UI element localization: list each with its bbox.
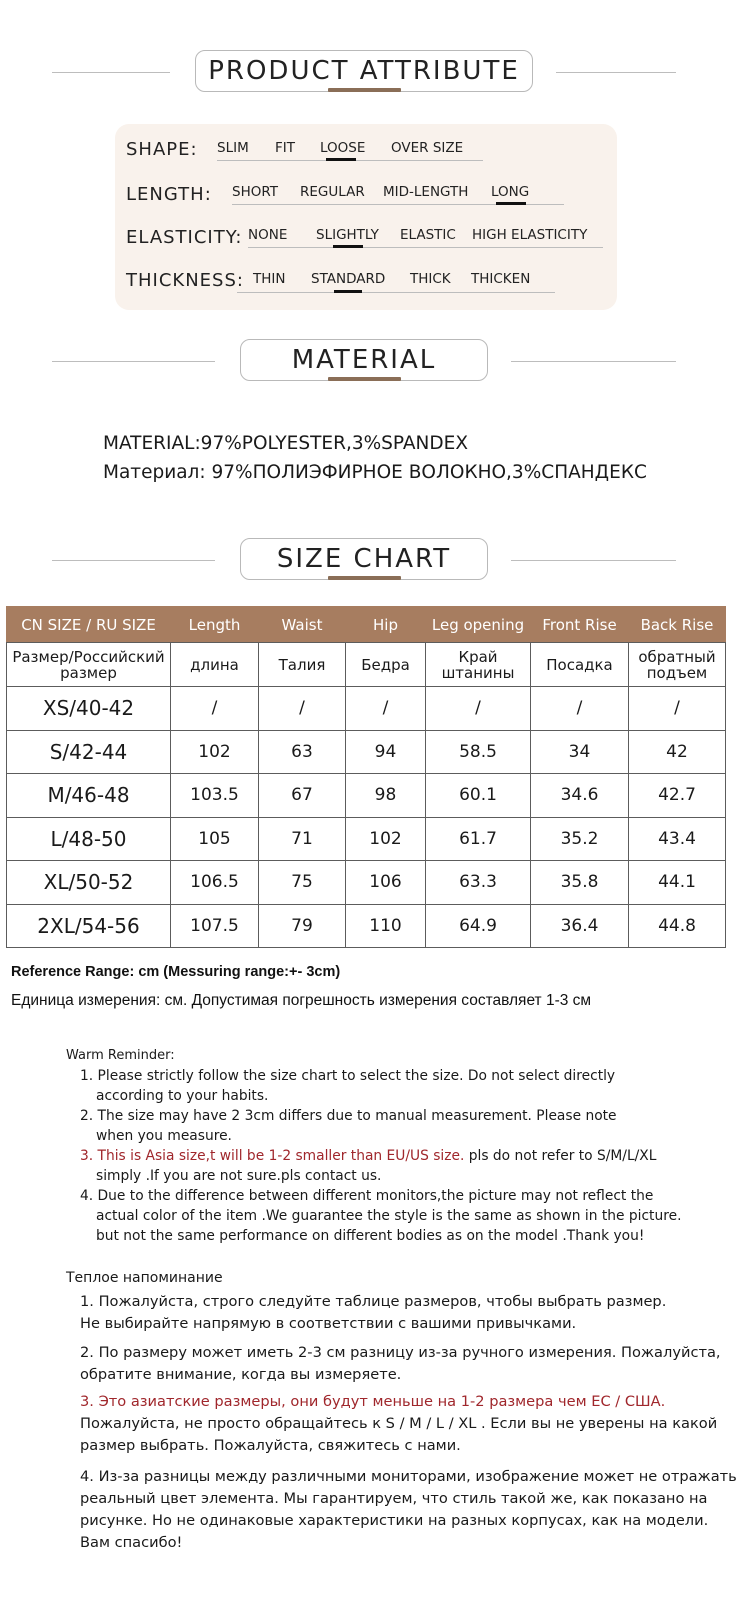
table-cell: 106.5 xyxy=(171,861,259,905)
material-header xyxy=(0,339,750,389)
russian-header: Талия xyxy=(259,643,346,687)
attribute-label: ELASTICITY: xyxy=(126,227,243,248)
russian-header: Размер/Российский размер xyxy=(7,643,171,687)
section-title: SIZE CHART xyxy=(240,538,488,580)
table-cell: M/46-48 xyxy=(7,774,171,818)
size-chart-table xyxy=(6,606,726,948)
table-cell: / xyxy=(259,687,346,731)
attribute-option-selected: LOOSE xyxy=(320,140,366,156)
attribute-option-selected: STANDARD xyxy=(311,271,386,287)
table-cell: L/48-50 xyxy=(7,817,171,861)
reminder-line: Вам спасибо! xyxy=(80,1534,183,1551)
attribute-row-shape xyxy=(115,136,617,176)
reminder-line: размер выбрать. Пожалуйста, свяжитесь с нами. xyxy=(80,1437,461,1454)
attribute-option: ELASTIC xyxy=(400,227,456,243)
section-title: PRODUCT ATTRIBUTE xyxy=(195,50,533,92)
reminder-line: Не выбирайте напрямую в соответствии с вашими привычками. xyxy=(80,1315,577,1332)
reminder-line: 1. Please strictly follow the size chart to select the size. Do not select directly xyxy=(80,1068,616,1084)
russian-header: Бедра xyxy=(346,643,426,687)
table-cell: 63 xyxy=(259,730,346,774)
table-cell: 35.2 xyxy=(531,817,629,861)
selected-marker xyxy=(334,290,362,293)
table-cell: 63.3 xyxy=(426,861,531,905)
column-header: CN SIZE / RU SIZE xyxy=(7,607,171,643)
table-cell: 44.1 xyxy=(629,861,726,905)
table-cell: 34 xyxy=(531,730,629,774)
column-header: Back Rise xyxy=(629,607,726,643)
reminder-line: обратите внимание, когда вы измеряете. xyxy=(80,1366,402,1383)
reminder-line: 4. Due to the difference between different monitors,the picture may not reflect the xyxy=(80,1188,654,1204)
table-cell: 35.8 xyxy=(531,861,629,905)
table-row xyxy=(7,687,726,731)
table-cell: 110 xyxy=(346,904,426,948)
table-cell: XL/50-52 xyxy=(7,861,171,905)
table-cell: 102 xyxy=(171,730,259,774)
reminder-title: Warm Reminder: xyxy=(66,1048,175,1063)
attribute-panel xyxy=(115,124,617,310)
table-row xyxy=(7,774,726,818)
column-header: Length xyxy=(171,607,259,643)
reminder-line: реальный цвет элемента. Мы гарантируем, что стиль такой же, как показано на xyxy=(80,1490,708,1507)
table-cell: 60.1 xyxy=(426,774,531,818)
table-cell: / xyxy=(531,687,629,731)
reference-range-russian: Единица измерения: см. Допустимая погрешность измерения составляет 1-3 см xyxy=(11,992,592,1009)
reminder-line: рисунке. Но не одинаковые характеристики на разных корпусах, как на модели. xyxy=(80,1512,709,1529)
table-header-row xyxy=(7,607,726,643)
reminder-line: when you measure. xyxy=(96,1128,232,1144)
attribute-option: FIT xyxy=(275,140,295,156)
attribute-option-selected: LONG xyxy=(491,184,530,200)
attribute-option-selected: SLIGHTLY xyxy=(316,227,379,243)
reminder-line: but not the same performance on different bodies as on the model .Thank you! xyxy=(96,1228,645,1244)
reminder-line: 2. По размеру может иметь 2-3 см разницу из-за ручного измерения. Пожалуйста, xyxy=(80,1344,721,1361)
reminder-line: according to your habits. xyxy=(96,1088,269,1104)
table-row xyxy=(7,904,726,948)
table-row xyxy=(7,861,726,905)
table-cell: 67 xyxy=(259,774,346,818)
reminder-line: 2. The size may have 2 3cm differs due to manual measurement. Please note xyxy=(80,1108,617,1124)
table-cell: 102 xyxy=(346,817,426,861)
attribute-option: THICKEN xyxy=(471,271,531,287)
table-cell: 75 xyxy=(259,861,346,905)
attribute-option: MID-LENGTH xyxy=(383,184,469,200)
attribute-label: LENGTH: xyxy=(126,184,212,205)
attribute-option: NONE xyxy=(248,227,288,243)
table-cell: 107.5 xyxy=(171,904,259,948)
selected-marker xyxy=(496,202,526,205)
reminder-line: actual color of the item .We guarantee the style is the same as shown in the picture. xyxy=(96,1208,682,1224)
column-header: Leg opening xyxy=(426,607,531,643)
table-cell: S/42-44 xyxy=(7,730,171,774)
attribute-row-length xyxy=(115,180,617,220)
reminder-line-warning: 3. This is Asia size,t will be 1-2 smaller than EU/US size. pls do not refer to S/M/L/XL xyxy=(80,1148,657,1164)
table-cell: XS/40-42 xyxy=(7,687,171,731)
table-cell: 98 xyxy=(346,774,426,818)
russian-header: обратный подъем xyxy=(629,643,726,687)
reminder-line: 4. Из-за разницы между различными мониторами, изображение может не отражать xyxy=(80,1468,737,1485)
table-cell: 42.7 xyxy=(629,774,726,818)
table-cell: 106 xyxy=(346,861,426,905)
table-cell: / xyxy=(346,687,426,731)
table-cell: 103.5 xyxy=(171,774,259,818)
table-cell: / xyxy=(426,687,531,731)
table-cell: 2XL/54-56 xyxy=(7,904,171,948)
reminder-line: Пожалуйста, не просто обращайтесь к S / M / L / XL . Если вы не уверены на какой xyxy=(80,1415,718,1432)
russian-header: Посадка xyxy=(531,643,629,687)
attribute-option: SLIM xyxy=(217,140,249,156)
column-header: Waist xyxy=(259,607,346,643)
attribute-option: SHORT xyxy=(232,184,278,200)
attribute-row-thickness xyxy=(115,266,617,306)
russian-header: длина xyxy=(171,643,259,687)
attribute-row-elasticity xyxy=(115,223,617,263)
table-cell: 58.5 xyxy=(426,730,531,774)
table-cell: 79 xyxy=(259,904,346,948)
table-cell: 71 xyxy=(259,817,346,861)
reminder-line: 1. Пожалуйста, строго следуйте таблице размеров, чтобы выбрать размер. xyxy=(80,1293,667,1310)
attribute-option: OVER SIZE xyxy=(391,140,464,156)
table-cell: 34.6 xyxy=(531,774,629,818)
table-cell: / xyxy=(171,687,259,731)
attribute-label: SHAPE: xyxy=(126,139,198,160)
table-cell: 64.9 xyxy=(426,904,531,948)
reminder-title: Теплое напоминание xyxy=(66,1270,223,1286)
table-row xyxy=(7,817,726,861)
column-header: Hip xyxy=(346,607,426,643)
material-russian: Материал: 97%ПОЛИЭФИРНОЕ ВОЛОКНО,3%СПАНДЕКС xyxy=(103,462,647,483)
table-cell: 36.4 xyxy=(531,904,629,948)
table-cell: 94 xyxy=(346,730,426,774)
table-row xyxy=(7,730,726,774)
product-attribute-header xyxy=(0,50,750,100)
selected-marker xyxy=(333,245,363,248)
attribute-option: THICK xyxy=(410,271,451,287)
table-cell: 105 xyxy=(171,817,259,861)
section-title: MATERIAL xyxy=(240,339,488,381)
material-english: MATERIAL:97%POLYESTER,3%SPANDEX xyxy=(103,433,468,454)
attribute-option: REGULAR xyxy=(300,184,365,200)
column-header: Front Rise xyxy=(531,607,629,643)
attribute-label: THICKNESS: xyxy=(126,270,244,291)
table-cell: 42 xyxy=(629,730,726,774)
table-cell: 61.7 xyxy=(426,817,531,861)
attribute-option: HIGH ELASTICITY xyxy=(472,227,588,243)
table-cell: 43.4 xyxy=(629,817,726,861)
selected-marker xyxy=(326,158,356,161)
table-cell: / xyxy=(629,687,726,731)
reference-range-english: Reference Range: cm (Messuring range:+- 3cm) xyxy=(11,964,341,980)
table-russian-header-row xyxy=(7,643,726,687)
russian-header: Край штанины xyxy=(426,643,531,687)
reminder-line: simply .If you are not sure.pls contact us. xyxy=(96,1168,382,1184)
table-cell: 44.8 xyxy=(629,904,726,948)
size-chart-header xyxy=(0,538,750,588)
reminder-line-warning: 3. Это азиатские размеры, они будут меньше на 1-2 размера чем EC / США. xyxy=(80,1393,666,1410)
attribute-option: THIN xyxy=(253,271,286,287)
